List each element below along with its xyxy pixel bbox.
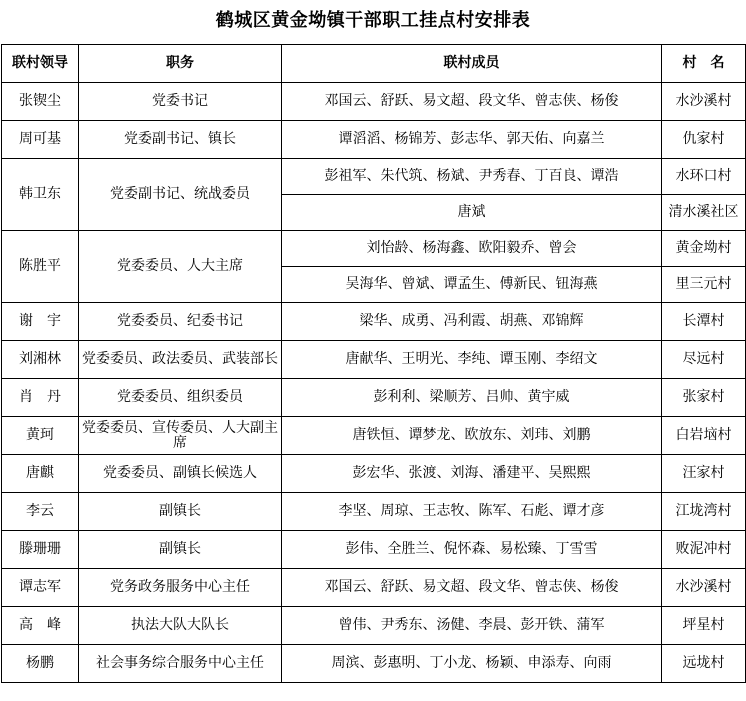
members-cell: 彭利利、梁顺芳、吕帅、黄宇威	[282, 379, 662, 417]
members-cell: 邓国云、舒跃、易文超、段文华、曾志侠、杨俊	[282, 83, 662, 121]
village-cell: 坪星村	[662, 607, 746, 645]
table-row	[2, 493, 746, 531]
village-cell: 张家村	[662, 379, 746, 417]
members-cell: 曾伟、尹秀东、汤健、李晨、彭开铁、蒲军	[282, 607, 662, 645]
leader-cell: 李云	[2, 493, 79, 531]
village-cell: 黄金坳村	[662, 231, 746, 267]
leader-cell: 滕珊珊	[2, 531, 79, 569]
village-cell: 里三元村	[662, 267, 746, 303]
members-cell: 周滨、彭惠明、丁小龙、杨颖、申添寿、向雨	[282, 645, 662, 683]
position-cell: 执法大队大队长	[79, 607, 282, 645]
table-row	[2, 417, 746, 455]
assignment-table	[1, 44, 746, 683]
members-cell: 彭祖军、朱代筑、杨斌、尹秀春、丁百良、谭浩	[282, 159, 662, 195]
position-cell: 党委副书记、镇长	[79, 121, 282, 159]
position-cell: 党委委员、纪委书记	[79, 303, 282, 341]
position-cell	[79, 417, 282, 455]
page-title: 鹤城区黄金坳镇干部职工挂点村安排表	[215, 10, 531, 31]
position-cell: 党委委员、组织委员	[79, 379, 282, 417]
position-cell: 副镇长	[79, 493, 282, 531]
leader-cell: 周可基	[2, 121, 79, 159]
leader-cell: 陈胜平	[2, 231, 79, 303]
table-row	[2, 607, 746, 645]
header-leader: 联村领导	[2, 45, 79, 83]
village-cell: 江垅湾村	[662, 493, 746, 531]
position-cell: 党委书记	[79, 83, 282, 121]
leader-cell: 杨鹏	[2, 645, 79, 683]
header-row	[2, 45, 746, 83]
members-cell: 唐斌	[282, 195, 662, 231]
members-cell: 彭伟、全胜兰、倪怀森、易松臻、丁雪雪	[282, 531, 662, 569]
leader-cell: 谭志军	[2, 569, 79, 607]
leader-cell: 唐麒	[2, 455, 79, 493]
village-cell: 清水溪社区	[662, 195, 746, 231]
village-cell: 远垅村	[662, 645, 746, 683]
position-text: 党委委员、政法委员、武装部长	[82, 351, 278, 367]
leader-cell: 张锲尘	[2, 83, 79, 121]
members-cell: 吴海华、曾斌、谭孟生、傅新民、钮海燕	[282, 267, 662, 303]
members-cell: 刘怡龄、杨海鑫、欧阳毅乔、曾会	[282, 231, 662, 267]
position-cell: 副镇长	[79, 531, 282, 569]
table-row	[2, 645, 746, 683]
table-row	[2, 569, 746, 607]
table-row	[2, 159, 746, 195]
members-cell: 李坚、周琼、王志牧、陈军、石彪、谭才彦	[282, 493, 662, 531]
position-cell: 党委委员、人大主席	[79, 231, 282, 303]
table-row	[2, 455, 746, 493]
leader-cell: 高 峰	[2, 607, 79, 645]
leader-cell: 刘湘林	[2, 341, 79, 379]
leader-cell: 肖 丹	[2, 379, 79, 417]
members-cell: 谭滔滔、杨锦芳、彭志华、郭天佑、向嘉兰	[282, 121, 662, 159]
members-cell: 唐献华、王明光、李纯、谭玉刚、李绍文	[282, 341, 662, 379]
village-cell: 水沙溪村	[662, 569, 746, 607]
position-cell: 党委委员、副镇长候选人	[79, 455, 282, 493]
table-row	[2, 83, 746, 121]
table-row	[2, 303, 746, 341]
table-row	[2, 379, 746, 417]
members-cell: 邓国云、舒跃、易文超、段文华、曾志侠、杨俊	[282, 569, 662, 607]
header-village: 村 名	[662, 45, 746, 83]
header-members: 联村成员	[282, 45, 662, 83]
village-cell: 长潭村	[662, 303, 746, 341]
position-cell: 党委副书记、统战委员	[79, 159, 282, 231]
table-row	[2, 341, 746, 379]
table-row	[2, 531, 746, 569]
village-cell: 尽远村	[662, 341, 746, 379]
table-row	[2, 231, 746, 267]
header-position: 职务	[79, 45, 282, 83]
leader-cell: 谢 宇	[2, 303, 79, 341]
members-cell: 唐铁恒、谭梦龙、欧放东、刘玮、刘鹏	[282, 417, 662, 455]
members-cell: 梁华、成勇、冯利霞、胡燕、邓锦辉	[282, 303, 662, 341]
position-cell	[79, 341, 282, 379]
position-text: 党委委员、宣传委员、人大副主席	[82, 419, 278, 451]
members-cell: 彭宏华、张渡、刘海、潘建平、吴熙熙	[282, 455, 662, 493]
position-cell: 党务政务服务中心主任	[79, 569, 282, 607]
village-cell: 水环口村	[662, 159, 746, 195]
village-cell: 仇家村	[662, 121, 746, 159]
village-cell: 水沙溪村	[662, 83, 746, 121]
village-cell: 白岩垴村	[662, 417, 746, 455]
table-row	[2, 121, 746, 159]
leader-cell: 韩卫东	[2, 159, 79, 231]
position-cell: 社会事务综合服务中心主任	[79, 645, 282, 683]
leader-cell: 黄珂	[2, 417, 79, 455]
village-cell: 败泥冲村	[662, 531, 746, 569]
village-cell: 汪家村	[662, 455, 746, 493]
